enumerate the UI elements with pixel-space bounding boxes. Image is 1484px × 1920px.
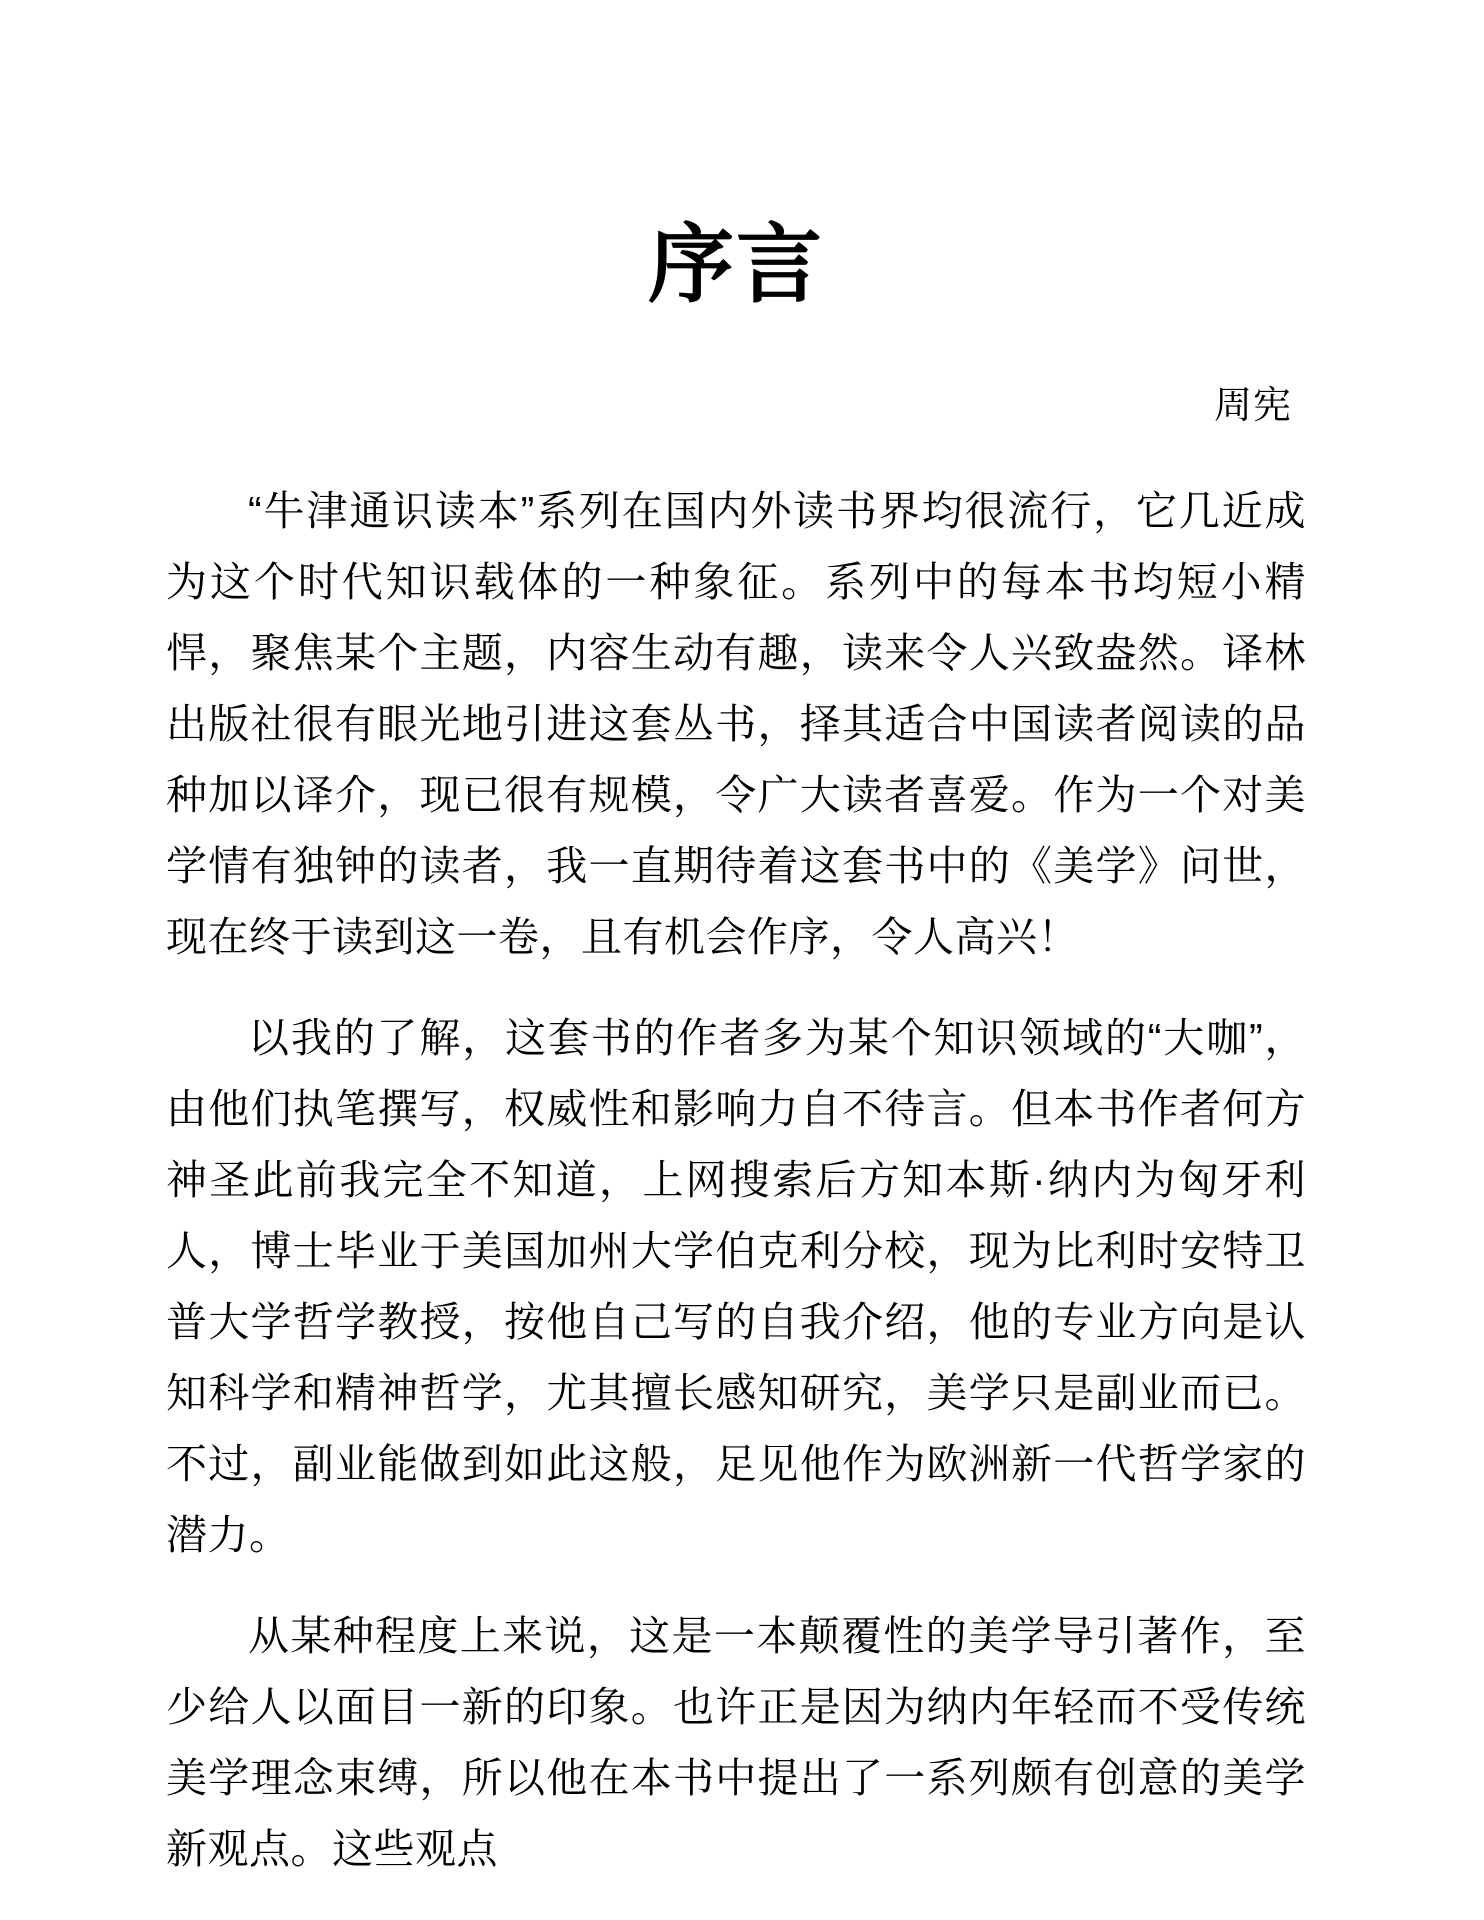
paragraph: “牛津通识读本”系列在国内外读书界均很流行，它几近成为这个时代知识载体的一种象征。系列中的每本书均短小精悍，聚焦某个主题，内容生动有趣，读来令人兴致盎然。译林出版社很有眼光地引进这套丛书，择其适合中国读者阅读的品种加以译介，现已很有规模，令广大读者喜爱。作为一个对美学情有独钟的读者，我一直期待着这套书中的《美学》问世，现在终于读到这一卷，且有机会作序，令人高兴！ (166, 487, 1306, 960)
paragraph: 以我的了解，这套书的作者多为某个知识领域的“大咖”，由他们执笔撰写，权威性和影响力自不待言。但本书作者何方神圣此前我完全不知道，上网搜索后方知本斯·纳内为匈牙利人，博士毕业于美国加州大学伯克利分校，现为比利时安特卫普大学哲学教授，按他自己写的自我介绍，他的专业方向是认知科学和精神哲学，尤其擅长感知研究，美学只是副业而已。不过，副业能做到如此这般，足见他作为欧洲新一代哲学家的潜力。 (166, 1014, 1306, 1558)
paragraph: 从某种程度上来说，这是一本颠覆性的美学导引著作，至少给人以面目一新的印象。也许正是因为纳内年轻而不受传统美学理念束缚，所以他在本书中提出了一系列颇有创意的美学新观点。这些观点 (166, 1612, 1306, 1872)
body-text (166, 430, 1306, 1885)
page-title: 序言 (648, 217, 824, 313)
page-content (166, 0, 1306, 1885)
author-byline: 周宪 (1213, 385, 1292, 427)
